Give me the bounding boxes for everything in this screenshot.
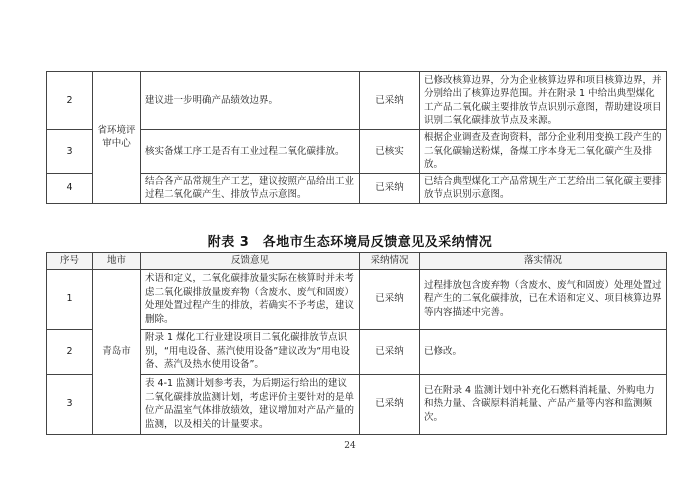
row-number: 2 [47,72,93,130]
table-caption: 附表 3 各地市生态环境局反馈意见及采纳情况 [207,235,493,250]
table-provincial-feedback [46,71,667,204]
row-number: 3 [47,374,93,434]
status-cell: 已采纳 [360,72,420,130]
header-feedback: 反馈意见 [141,253,360,270]
group-label: 省环境评审中心 [93,72,141,204]
feedback-cell: 建议进一步明确产品绩效边界。 [141,72,360,130]
implementation-cell: 已在附录 4 监测计划中补充化石燃料消耗量、外购电力和热力量、含碳原料消耗量、产品产量等内容和监测频次。 [420,374,667,434]
status-cell: 已采纳 [360,374,420,434]
feedback-cell: 术语和定义，二氧化碳排放量实际在核算时并未考虑二氧化碳排放量废弃物（含废水、废气和固废）处理处置过程产生的排放，若确实不予考虑，建议删除。 [141,269,360,329]
city-label: 青岛市 [93,269,141,434]
feedback-cell: 结合各产品常规生产工艺，建议按照产品给出工业过程二氧化碳产生、排放节点示意图。 [141,173,360,203]
row-number: 3 [47,130,93,174]
implementation-cell: 已修改核算边界，分为企业核算边界和项目核算边界，并分别给出了核算边界范围。并在附录 1 中给出典型煤化工产品二氧化碳主要排放节点识别示意图，帮助建设项目识别二氧化碳排放节点及来源。 [420,72,667,130]
implementation-cell: 根据企业调查及查询资料，部分企业利用变换工段产生的二氧化碳输送粉煤，备煤工序本身无二氧化碳产生及排放。 [420,130,667,174]
table-row [47,269,667,329]
row-number: 1 [47,269,93,329]
feedback-cell: 附录 1 煤化工行业建设项目二氧化碳排放节点识别，“用电设备、蒸汽使用设备”建议改为“用电设备、蒸汽及热水使用设备”。 [141,329,360,374]
table-row [47,72,667,130]
implementation-cell: 已修改。 [420,329,667,374]
implementation-cell: 过程排放包含废弃物（含废水、废气和固废）处理处置过程产生的二氧化碳排放，已在术语和定义、项目核算边界等内容描述中完善。 [420,269,667,329]
page-number: 24 [344,441,356,451]
status-cell: 已核实 [360,130,420,174]
header-no: 序号 [47,253,93,270]
row-number: 4 [47,173,93,203]
status-cell: 已采纳 [360,269,420,329]
header-city: 地市 [93,253,141,270]
feedback-cell: 表 4-1 监测计划参考表，为后期运行给出的建议二氧化碳排放监测计划，考虑评价主要针对的是单位产品温室气体排放绩效，建议增加对产品产量的监测，以及相关的计量要求。 [141,374,360,434]
status-cell: 已采纳 [360,329,420,374]
table-header-row [47,253,667,270]
status-cell: 已采纳 [360,173,420,203]
table-city-feedback [46,252,667,435]
feedback-cell: 核实备煤工序工是否有工业过程二氧化碳排放。 [141,130,360,174]
implementation-cell: 已结合典型煤化工产品常规生产工艺给出二氧化碳主要排放节点识别示意图。 [420,173,667,203]
header-implementation: 落实情况 [420,253,667,270]
header-status: 采纳情况 [360,253,420,270]
row-number: 2 [47,329,93,374]
